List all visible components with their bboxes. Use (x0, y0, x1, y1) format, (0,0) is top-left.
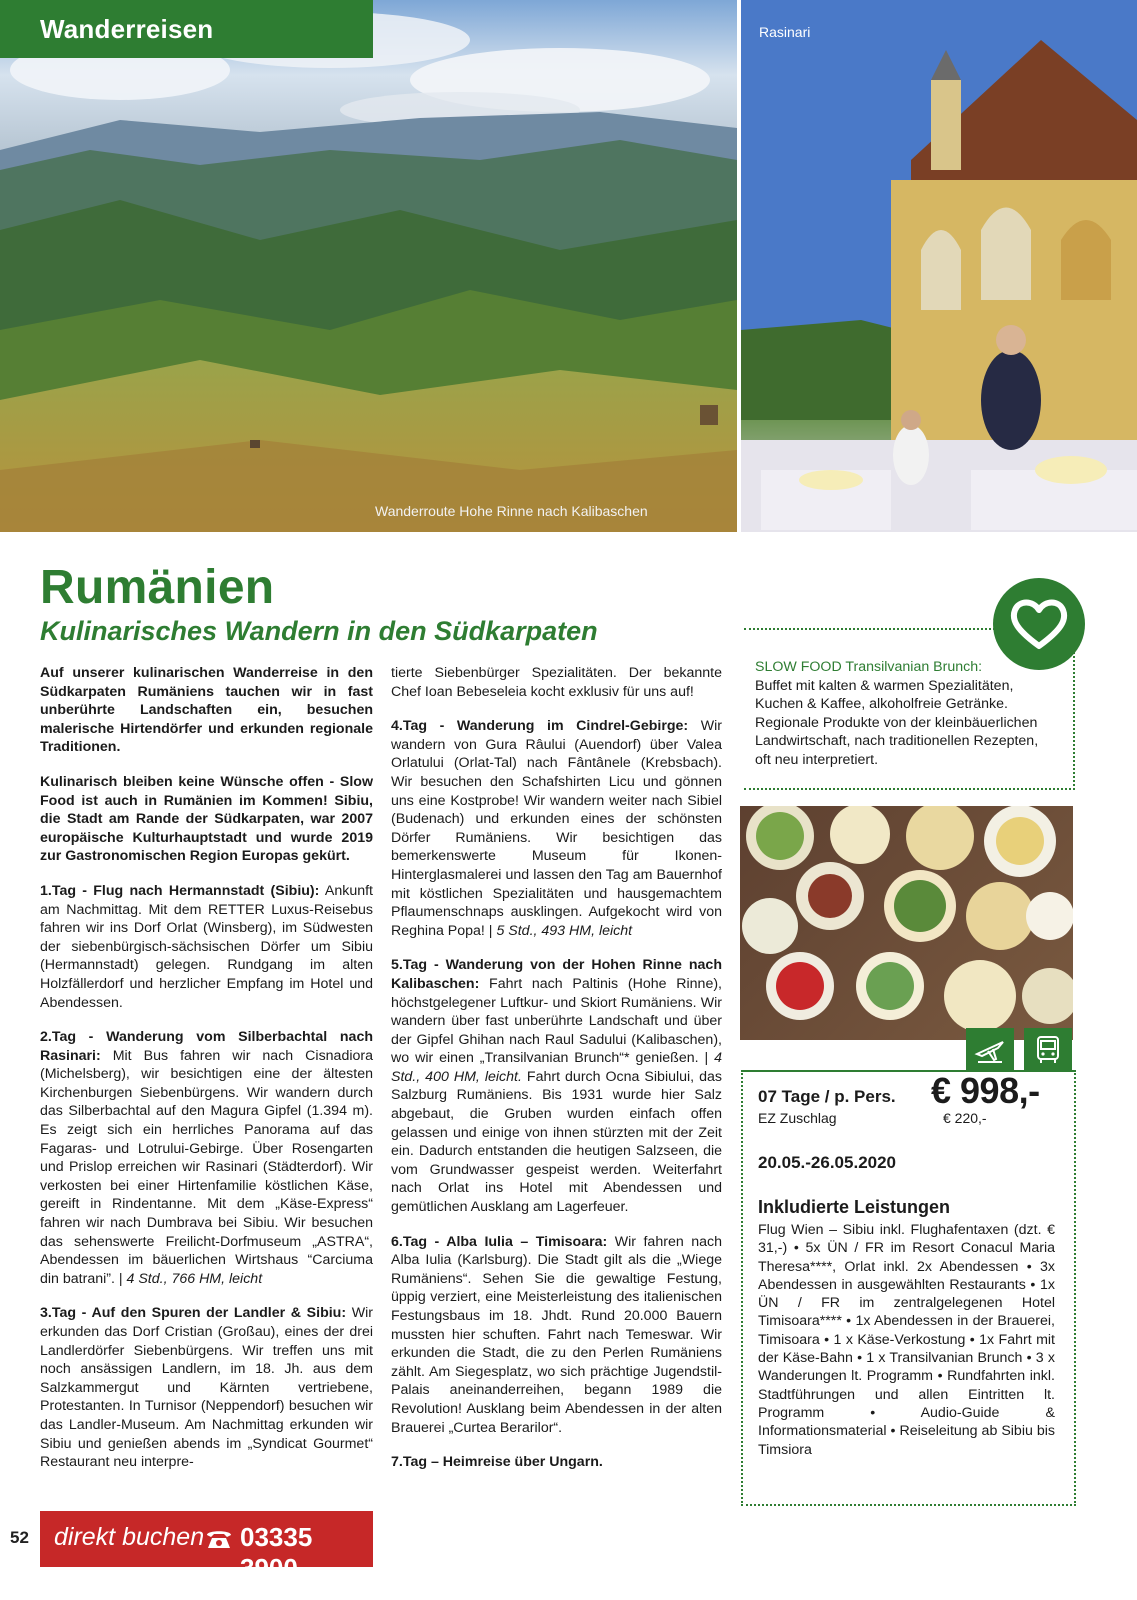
day-7-title: 7.Tag – Heimreise über Ungarn. (391, 1454, 603, 1471)
plane-icon (974, 1034, 1006, 1066)
travel-dates: 20.05.-26.05.2020 (758, 1153, 897, 1172)
single-room-label: EZ Zuschlag (758, 1110, 837, 1126)
day-5-text: Fahrt nach Paltinis (Hohe Rinne), höchstgelegener Luftkur- und Skiort Rumäniens. Wir wandern über fast unberührte Landschaft und über der Gipfel Ghihan nach Raul Sadului (Kalibaschen), wo wir einen „Transilvanian Brunch“* genießen. | (391, 975, 722, 1067)
day-3-title: 3.Tag - Auf den Spuren der Landler & Sibiu: (40, 1305, 347, 1322)
day-5-paragraph (391, 956, 722, 1216)
text-column-2 (391, 664, 722, 1488)
day-2-paragraph (40, 1028, 373, 1288)
page-number: 52 (10, 1528, 29, 1547)
day-6-title: 6.Tag - Alba Iulia – Timisoara: (391, 1233, 608, 1250)
day-1-text: Ankunft am Nachmittag. Mit dem RETTER Luxus-Reisebus fahren wir ins Dorf Orlat (Winsberg), im Südwesten der siebenbürgisch-sächsischen Dörfer um Sibiu (Hermannstadt) gelegen. Rundgang im alten Holzfällerdorf und herzlicher Empfang im Hotel und Abendessen. (40, 882, 373, 1011)
text-column-1 (40, 664, 373, 1488)
day-4-paragraph (391, 717, 722, 940)
food-buffet-photo (740, 806, 1073, 1040)
booking-phone-number[interactable]: 03335 3900 (240, 1522, 313, 1583)
intro-paragraph: Auf unserer kulinarischen Wanderreise in den Südkarpaten Rumäniens tauchen wir in fast unberührte Landschaften ein, besuchen malerische Hirtendörfer und erkunden regionale Traditionen. (40, 665, 373, 756)
slowfood-text: Buffet mit kalten & warmen Spezialitäten, Kuchen & Kaffee, alkoholfreie Getränke. Regionale Produkte von der kleinbäuerlichen Landwirtschaft, nach traditionellen Rezepten, oft neu interpretiert. (755, 677, 1039, 768)
landscape-illustration (0, 0, 737, 532)
plane-badge (966, 1028, 1014, 1072)
day-2-title: 2.Tag - Wanderung vom Silberbachtal nach Rasinari: (40, 1029, 373, 1064)
bus-icon (1032, 1034, 1064, 1066)
bus-badge (1024, 1028, 1072, 1072)
slowfood-title: SLOW FOOD Transilvanian Brunch: (755, 659, 983, 675)
page-title: Rumänien (40, 561, 275, 614)
booking-label: direkt buchen (54, 1523, 205, 1551)
page-subtitle: Kulinarisches Wandern in den Südkarpaten (40, 616, 598, 646)
intro-paragraph-2: Kulinarisch bleiben keine Wünsche offen - Slow Food ist auch in Rumänien im Kommen! Sibiu, die Stadt am Rande der Südkarpaten, war 2007 europäische Kulturhauptstadt und wurde 2019 zur Gastronomischen Region Europas gekürt. (40, 773, 373, 865)
day-1-paragraph (40, 882, 373, 1012)
church-illustration (741, 0, 1137, 532)
heart-badge (993, 578, 1085, 670)
day-3-paragraph (40, 1304, 373, 1471)
church-photo (741, 0, 1137, 532)
day-3-text: Wir erkunden das Dorf Cristian (Großau), eines der drei Landlerdörfer Siebenbürgens. Wir treffen uns mit noch ansässigen Landlern, im 18. Jh. aus dem Salzkammergut und Kärnten vertriebene, Protestanten. In Turnisor (Neppendorf) besuchen wir das Landler-Museum. Am Nachmittag erkunden wir Sibiu und genießen abends im „Syndicat Gourmet“ Restaurant neu interpre- (40, 1305, 373, 1471)
single-room-price: € 220,- (943, 1110, 987, 1126)
day-5-text-2: Fahrt durch Ocna Sibiului, das Salzburg Rumäniens. Bis 1931 wurde hier Salz abgebaut, die Gruben wurden einfach offen gelassen und einige von ihnen stürzten mit der Zeit ein. Dadurch entstanden die heutigen Salzseen, die vom Grundwasser gespeist werden. Weiterfahrt nach Orlat ins Hotel mit Abendessen und gemütlichen Ausklang am Lagerfeuer. (391, 1068, 722, 1216)
day-5-note: 4 Std., 400 HM, leicht. (391, 1050, 722, 1085)
included-services-text: Flug Wien – Sibiu inkl. Flughafentaxen (dzt. € 31,-) • 5x ÜN / FR im Resort Conacul Maria Theresa****, Orlat inkl. 2x Abendessen • 3x Abendessen in ausgewählten Restaurants • 1x ÜN / FR im zentralgelegenen Hotel Timisoara**** • 1x Abendessen in der Brauerei, Timisoara • 1 x Käse-Verkostung • 1x Fahrt mit der Käse-Bahn • 1 x Transilvanian Brunch • 3 x Wanderungen lt. Programm • Rundfahrten inkl. Stadtführungen und allen Eintritten lt. Programm • Audio-Guide & Informationsmaterial • Reiseleitung ab Sibiu bis Timsiora (758, 1222, 1055, 1458)
offer-duration: 07 Tage / p. Pers. (758, 1087, 896, 1106)
day-6-paragraph (391, 1233, 722, 1438)
slowfood-description (755, 658, 1055, 770)
booking-bar[interactable] (40, 1511, 373, 1583)
day-2-note: 4 Std., 766 HM, leicht (126, 1270, 263, 1287)
included-services-title: Inkludierte Leistungen (758, 1197, 951, 1217)
day-6-text: Wir fahren nach Alba Iulia (Karlsburg). Die Stadt gilt als die „Wiege Rumäniens“. Sehen Sie die gewaltige Festung, üppig verziert, eine Meisterleistung des italienischen Festungsbaus im 18. Jhdt. Rund 20.000 Bauern mussten hier schuften. Fahrt nach Temeswar. Wir erkunden die Stadt, die zu den Perlen Rumäniens zählt. Am Siegesplatz, wo sich prächtige Jugendstil-Palais aneinanderreihen, begann 1989 die Revolution! Ausklang beim Abendessen in der alten Brauerei „Curtea Berarilor“. (391, 1233, 722, 1436)
heart-icon (1007, 596, 1071, 652)
photo-caption-route: Wanderroute Hohe Rinne nach Kalibaschen (375, 503, 648, 519)
day-5-title: 5.Tag - Wanderung von der Hohen Rinne nach Kalibaschen: (391, 957, 722, 992)
day-4-text: Wir wandern von Gura Râului (Auendorf) über Valea Orlatului (Orlat-Tal) nach Fântânele (Krebsbach). Wir besuchen den Schafshirten Licu und gönnen uns eine Kostprobe! Wir wandern weiter nach Sibiel (Budenach) und erkunden eines der schönsten Dörfer Rumäniens. Wir besichtigen das bemerkenswerte Museum für Ikonen-Hinterglasmalerei und lassen den Tag am Bauernhof mit köstlichen Spezialitäten und hausgemachtem Pflaumenschnaps ausklingen. Aufgekocht wird von Reghina Popa! | (391, 718, 722, 939)
day-1-title: 1.Tag - Flug nach Hermannstadt (Sibiu): (40, 882, 320, 899)
photo-caption-rasinari: Rasinari (759, 24, 811, 40)
offer-price: € 998,- (931, 1070, 1040, 1111)
food-illustration (740, 806, 1073, 1040)
day-2-text: Mit Bus fahren wir nach Cisnadiora (Michelsberg), wir besichtigen eine der ältesten Kirchenburgen Siebenbürgens. Wir wandern durch das Silberbachtal auf den Magura Gipfel (1.394 m). Es zeigt sich ein herrliches Panorama auf das Fagaras- und Lotrului-Gebirge. Über Rosengarten und Prislop erreichen wir Rasinari (Städterdorf). Wir verkosten bei einer Hirtenfamilie köstlichen Käse, gereift in Rindentanne. Mit dem „Käse-Express“ fahren wir nach Dumbrava bei Sibiu. Wir besuchen das sehenswerte Freilicht-Dorfmuseum „ASTRA“, Abendessen im bäuerlichen Wirtshaus “Carciuma din batrani”. | (40, 1047, 373, 1287)
day-4-note: 5 Std., 493 HM, leicht (496, 922, 633, 939)
section-tag: Wanderreisen (0, 0, 373, 58)
landscape-photo (0, 0, 737, 532)
day-4-title: 4.Tag - Wanderung im Cindrel-Gebirge: (391, 718, 689, 735)
day-3-continued: tierte Siebenbürger Spezialitäten. Der bekannte Chef Ioan Bebeseleia kocht exklusiv für uns auf! (391, 665, 722, 700)
phone-icon (204, 1526, 234, 1552)
